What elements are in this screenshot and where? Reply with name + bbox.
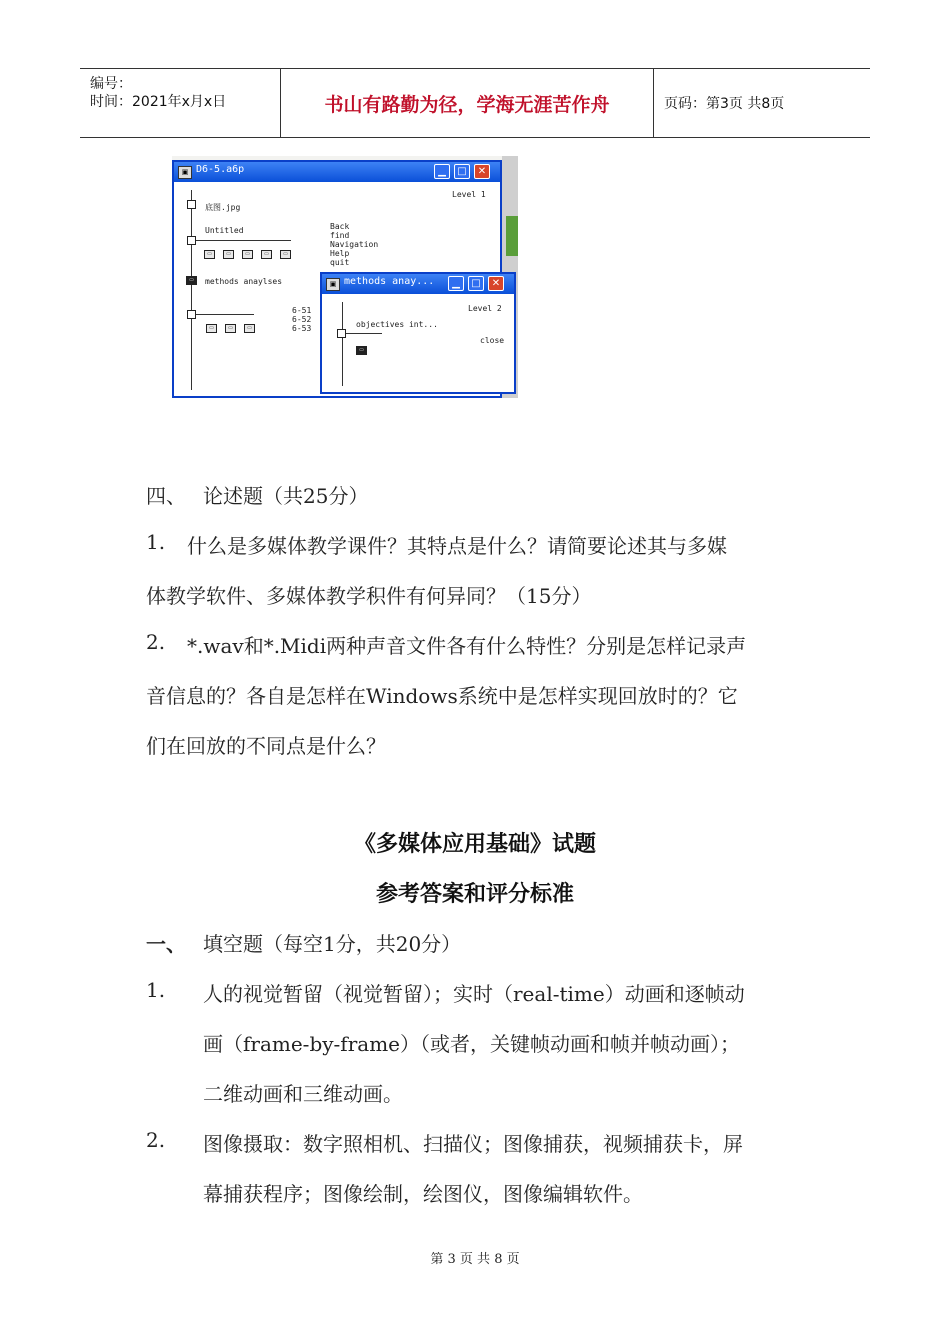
- menu-item-find: find: [330, 231, 350, 240]
- sub-flowline: [342, 302, 343, 386]
- q2-line2: 音信息的？各自是怎样在Windows系统中是怎样实现回放时的？它: [146, 684, 738, 708]
- a1-line1: 人的视觉暂留（视觉暂留）；实时（real-time）动画和逐帧动: [203, 982, 745, 1006]
- interaction-icon[interactable]: [187, 236, 196, 245]
- sub-level-label: Level 2: [468, 304, 502, 313]
- page-header: [80, 68, 870, 138]
- menu-item-quit: quit: [330, 258, 350, 267]
- q2-line3: 们在回放的不同点是什么？: [146, 734, 386, 758]
- map-icon-methods[interactable]: ▭: [186, 276, 197, 285]
- map-icon-navigation[interactable]: ▭: [242, 250, 253, 259]
- map-icon-help[interactable]: ▭: [261, 250, 272, 259]
- methods-icon-label: methods anaylses: [205, 277, 283, 286]
- menu-item-help: Help: [330, 249, 350, 258]
- a1-line3: 二维动画和三维动画。: [203, 1082, 403, 1106]
- sub-item-6-51: 6-51: [292, 306, 312, 315]
- main-flowline: [191, 190, 192, 390]
- section4-heading: 论述题（共25分）: [203, 484, 369, 508]
- close-button[interactable]: ✕: [488, 276, 504, 291]
- main-window-titlebar[interactable]: [174, 162, 500, 182]
- background-green-block: [506, 216, 518, 256]
- close-label: close: [480, 336, 505, 345]
- map-icon-6-51[interactable]: ▭: [206, 324, 217, 333]
- menu-item-back: Back: [330, 222, 350, 231]
- q1-line1: 什么是多媒体教学课件？其特点是什么？请简要论述其与多媒: [187, 534, 727, 558]
- q2-number: 2.: [146, 630, 166, 654]
- framework-icon[interactable]: [187, 310, 196, 319]
- a1-line2: 画（frame-by-frame）（或者，关键帧动画和帧并帧动画）；: [203, 1032, 740, 1056]
- sub-branch-line: [346, 333, 382, 334]
- file-icon: ▣: [326, 278, 340, 291]
- interaction-branch-line: [196, 240, 291, 241]
- main-level-label: Level 1: [452, 190, 486, 199]
- sub-map-icon[interactable]: ▭: [356, 346, 367, 355]
- map-icon-6-52[interactable]: ▭: [225, 324, 236, 333]
- sub-window-titlebar[interactable]: [322, 274, 514, 294]
- minimize-button[interactable]: ▁: [448, 276, 464, 291]
- section4-heading-num: 四、: [146, 484, 186, 508]
- q1-number: 1.: [146, 530, 166, 554]
- interaction-icon-label: Untitled: [205, 226, 244, 235]
- answer-section1-num: 一、: [146, 932, 186, 956]
- page-number-label: 页码：第3页 共8页: [664, 96, 785, 112]
- q1-line2: 体教学软件、多媒体教学积件有何异同？（15分）: [146, 584, 592, 608]
- map-icon-quit[interactable]: ▭: [280, 250, 291, 259]
- map-icon-find[interactable]: ▭: [223, 250, 234, 259]
- authorware-screenshot: [172, 156, 518, 398]
- map-icon-6-53[interactable]: ▭: [244, 324, 255, 333]
- main-window-title: D6-5.a6p: [196, 164, 245, 175]
- sub-item-6-53: 6-53: [292, 324, 312, 333]
- display-icon[interactable]: [187, 200, 196, 209]
- answer-subtitle: 参考答案和评分标准: [375, 882, 574, 907]
- number-label: 编号：: [90, 76, 132, 92]
- close-button[interactable]: ✕: [474, 164, 490, 179]
- header-motto: 书山有路勤为径，学海无涯苦作舟: [281, 69, 654, 137]
- minimize-button[interactable]: ▁: [434, 164, 450, 179]
- maximize-button[interactable]: □: [468, 276, 484, 291]
- q2-line1: *.wav和*.Midi两种声音文件各有什么特性？分别是怎样记录声: [187, 634, 747, 658]
- a2-line2: 幕捕获程序；图像绘制，绘图仪，图像编辑软件。: [203, 1182, 643, 1206]
- a2-line1: 图像摄取：数字照相机、扫描仪；图像捕获，视频捕获卡，屏: [203, 1132, 743, 1156]
- objectives-label: objectives int...: [356, 320, 438, 329]
- page-footer: 第 3 页 共 8 页: [430, 1252, 520, 1267]
- answer-title: 《多媒体应用基础》试题: [353, 832, 596, 857]
- file-icon: ▣: [178, 166, 192, 179]
- menu-item-navigation: Navigation: [330, 240, 379, 249]
- framework-branch-line: [196, 314, 254, 315]
- answer-section1-heading: 填空题（每空1分，共20分）: [203, 932, 462, 956]
- map-icon-back[interactable]: ▭: [204, 250, 215, 259]
- sub-window-title: methods anay...: [344, 276, 435, 287]
- a2-number: 2.: [146, 1128, 166, 1152]
- display-icon-label: 底图.jpg: [205, 203, 241, 212]
- maximize-button[interactable]: □: [454, 164, 470, 179]
- a1-number: 1.: [146, 978, 166, 1002]
- level2-flowline-window: [320, 272, 516, 394]
- sub-item-6-52: 6-52: [292, 315, 312, 324]
- header-info-cell: [80, 69, 281, 137]
- sub-interaction-icon[interactable]: [337, 329, 346, 338]
- date-label: 时间：2021年x月x日: [90, 94, 227, 110]
